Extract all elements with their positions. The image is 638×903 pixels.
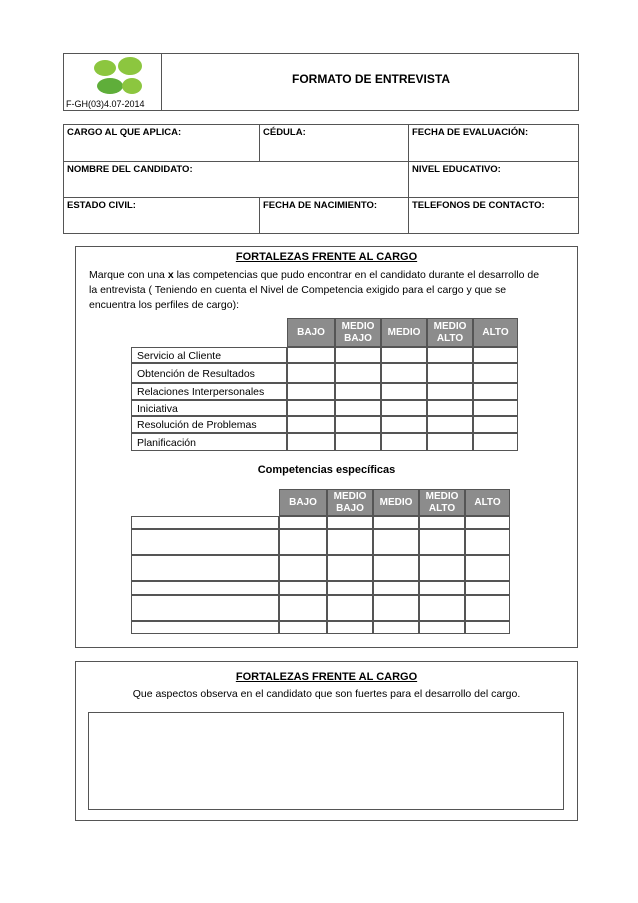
rating-cell-alto[interactable] [465, 529, 510, 555]
specific-competency-input[interactable] [131, 595, 279, 621]
rating-cell-medio[interactable] [373, 581, 419, 595]
nacimiento-field[interactable] [260, 198, 409, 233]
rating-cell-medio-bajo[interactable] [327, 621, 373, 634]
rating-cell-medio[interactable] [381, 363, 427, 383]
logo-cell [64, 54, 162, 110]
competency-label: Obtención de Resultados [137, 367, 255, 380]
instruction-text: Marque con una [89, 269, 168, 281]
rating-cell-alto[interactable] [473, 347, 518, 363]
rating-cell-bajo[interactable] [279, 516, 327, 529]
rating-cell-medio-alto[interactable] [419, 516, 465, 529]
document-title: FORMATO DE ENTREVISTA [291, 72, 450, 86]
estado-label: ESTADO CIVIL: [67, 200, 136, 211]
rating-cell-medio[interactable] [373, 516, 419, 529]
rating-cell-bajo[interactable] [279, 595, 327, 621]
rating-cell-medio[interactable] [381, 416, 427, 433]
rating-cell-medio-alto[interactable] [427, 383, 473, 400]
specific-competency-input[interactable] [131, 529, 279, 555]
cargo-field[interactable] [64, 125, 260, 162]
rating-cell-alto[interactable] [473, 363, 518, 383]
rating-cell-medio-bajo[interactable] [327, 516, 373, 529]
rating-cell-medio-bajo[interactable] [335, 416, 381, 433]
level-header-bajo: BAJO [279, 489, 327, 516]
competency-row [131, 433, 287, 451]
nacimiento-label: FECHA DE NACIMIENTO: [263, 200, 377, 211]
section2-title: FORTALEZAS FRENTE AL CARGO [235, 671, 418, 683]
level-header-medio-bajo: MEDIO BAJO [327, 489, 373, 516]
rating-cell-bajo[interactable] [279, 529, 327, 555]
telefonos-label: TELEFONOS DE CONTACTO: [412, 200, 545, 211]
rating-cell-medio-bajo[interactable] [335, 347, 381, 363]
telefonos-field[interactable] [409, 198, 578, 233]
rating-cell-medio-bajo[interactable] [327, 555, 373, 581]
rating-cell-medio-bajo[interactable] [327, 595, 373, 621]
rating-cell-medio-bajo[interactable] [327, 581, 373, 595]
rating-cell-medio-alto[interactable] [419, 621, 465, 634]
rating-cell-bajo[interactable] [287, 383, 335, 400]
competency-row [131, 383, 287, 400]
rating-cell-medio-bajo[interactable] [335, 433, 381, 451]
nivel-label: NIVEL EDUCATIVO: [412, 164, 501, 175]
header-box [63, 53, 579, 111]
competency-label: Planificación [137, 436, 196, 449]
instruction-x: x [167, 269, 174, 281]
rating-cell-medio[interactable] [381, 347, 427, 363]
competency-row [131, 363, 287, 383]
rating-cell-bajo[interactable] [287, 416, 335, 433]
cedula-label: CÉDULA: [263, 127, 306, 138]
rating-cell-medio[interactable] [373, 595, 419, 621]
company-logo-icon [88, 56, 148, 96]
cedula-field[interactable] [260, 125, 409, 162]
level-header-medio-bajo: MEDIO BAJO [335, 318, 381, 347]
nombre-label: NOMBRE DEL CANDIDATO: [67, 164, 193, 175]
rating-cell-bajo[interactable] [287, 363, 335, 383]
specific-competency-input[interactable] [131, 581, 279, 595]
rating-cell-medio-alto[interactable] [427, 347, 473, 363]
level-header-medio: MEDIO [381, 318, 427, 347]
rating-cell-medio-bajo[interactable] [335, 400, 381, 416]
rating-cell-medio[interactable] [373, 621, 419, 634]
level-header-medio: MEDIO [373, 489, 419, 516]
competency-label: Iniciativa [137, 402, 178, 415]
fecha-eval-label: FECHA DE EVALUACIÓN: [412, 127, 529, 138]
level-header-medio-alto: MEDIO ALTO [427, 318, 473, 347]
rating-cell-medio[interactable] [381, 383, 427, 400]
rating-cell-medio-alto[interactable] [427, 416, 473, 433]
instruction-text: las competencias que pudo encontrar en el candidato durante el desarrollo de [173, 269, 540, 281]
specific-competency-input[interactable] [131, 621, 279, 634]
rating-cell-medio-alto[interactable] [419, 595, 465, 621]
rating-cell-alto[interactable] [465, 555, 510, 581]
competency-row [131, 400, 287, 416]
rating-cell-medio[interactable] [381, 400, 427, 416]
estado-field[interactable] [64, 198, 260, 233]
rating-cell-bajo[interactable] [287, 433, 335, 451]
rating-cell-bajo[interactable] [279, 555, 327, 581]
rating-cell-alto[interactable] [465, 621, 510, 634]
rating-cell-medio-alto[interactable] [427, 433, 473, 451]
rating-cell-medio-bajo[interactable] [335, 363, 381, 383]
rating-cell-medio-bajo[interactable] [327, 529, 373, 555]
level-header-alto: ALTO [473, 318, 518, 347]
rating-cell-bajo[interactable] [287, 347, 335, 363]
competency-row [131, 416, 287, 433]
section-competencias [75, 246, 578, 648]
nivel-field[interactable] [409, 162, 578, 198]
rating-cell-medio[interactable] [373, 529, 419, 555]
rating-cell-medio[interactable] [381, 433, 427, 451]
rating-cell-medio-alto[interactable] [419, 529, 465, 555]
section1-instruction [89, 268, 569, 313]
rating-cell-medio-alto[interactable] [419, 555, 465, 581]
specific-competency-input[interactable] [131, 555, 279, 581]
competency-row [131, 347, 287, 363]
instruction-text: encuentra los perfiles de cargo): [89, 299, 239, 311]
competency-label: Servicio al Cliente [137, 349, 222, 362]
rating-cell-medio-alto[interactable] [427, 400, 473, 416]
rating-cell-medio-alto[interactable] [427, 363, 473, 383]
section2-question: Que aspectos observa en el candidato que son fuertes para el desarrollo del cargo. [132, 688, 521, 700]
rating-cell-alto[interactable] [465, 595, 510, 621]
document-code: F-GH(03)4.07-2014 [66, 99, 145, 109]
rating-cell-alto[interactable] [473, 433, 518, 451]
competency-label: Resolución de Problemas [137, 419, 257, 431]
rating-cell-alto[interactable] [473, 383, 518, 400]
rating-cell-bajo[interactable] [279, 581, 327, 595]
competency-label: Relaciones Interpersonales [137, 386, 265, 398]
cargo-label: CARGO AL QUE APLICA: [67, 127, 182, 138]
specific-title: Competencias específicas [257, 464, 396, 476]
level-header-medio-alto: MEDIO ALTO [419, 489, 465, 516]
rating-cell-medio-bajo[interactable] [335, 383, 381, 400]
observations-textarea[interactable] [88, 712, 564, 810]
rating-cell-medio[interactable] [373, 555, 419, 581]
rating-cell-bajo[interactable] [287, 400, 335, 416]
rating-cell-alto[interactable] [473, 400, 518, 416]
section-fortalezas [75, 661, 578, 821]
rating-cell-bajo[interactable] [279, 621, 327, 634]
level-header-bajo: BAJO [287, 318, 335, 347]
info-table [63, 124, 579, 234]
level-header-alto: ALTO [465, 489, 510, 516]
section1-title: FORTALEZAS FRENTE AL CARGO [235, 251, 418, 263]
rating-cell-alto[interactable] [465, 516, 510, 529]
fecha-eval-field[interactable] [409, 125, 578, 162]
specific-competency-input[interactable] [131, 516, 279, 529]
nombre-field[interactable] [64, 162, 409, 198]
instruction-text: la entrevista ( Teniendo en cuenta el Nivel de Competencia exigido para el cargo y que se [89, 284, 507, 296]
rating-cell-medio-alto[interactable] [419, 581, 465, 595]
rating-cell-alto[interactable] [465, 581, 510, 595]
rating-cell-alto[interactable] [473, 416, 518, 433]
